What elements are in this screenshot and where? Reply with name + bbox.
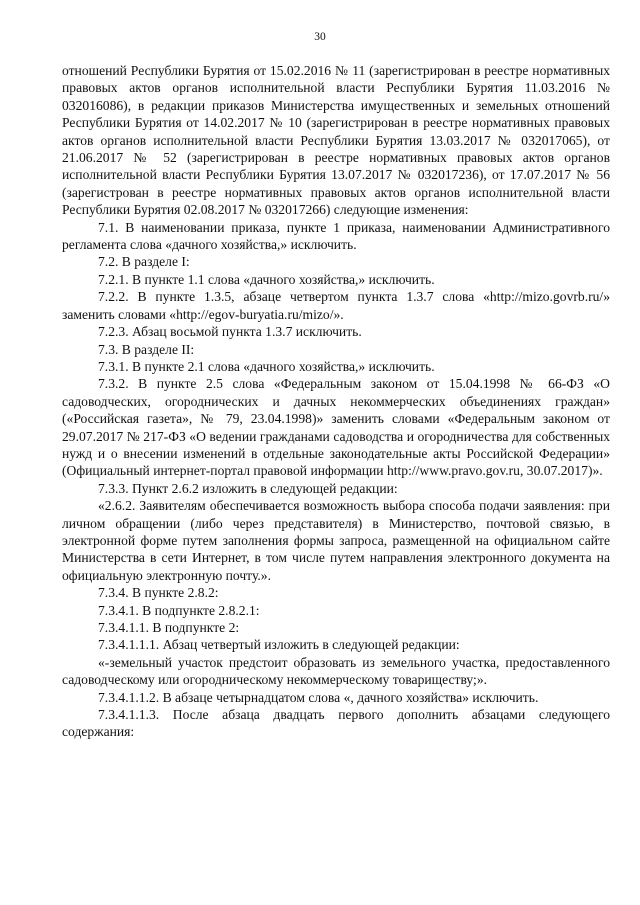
paragraph-7-3-4-1: 7.3.4.1. В подпункте 2.8.2.1: bbox=[98, 602, 260, 618]
paragraph-7-1: 7.1. В наименовании приказа, пункте 1 приказа, наименовании Административного регламента слова «дачного хозяйства,» исключить. bbox=[62, 219, 610, 253]
paragraph-7-2-3: 7.2.3. Абзац восьмой пункта 1.3.7 исключить. bbox=[98, 324, 362, 340]
paragraph-7-3: 7.3. В разделе II: bbox=[98, 341, 195, 357]
page-number: 30 bbox=[314, 31, 326, 43]
paragraph-2-6-2-quote: «2.6.2. Заявителям обеспечивается возможность выбора способа подачи заявления: при личном обращении (либо через представителя) в Министерство, почтовой связью, в электронной форме путем заполнения формы запроса, размещенной на официальном сайте Министерства в сети Интернет, в том числе путем направления электронного документа на официальную электронную почту.». bbox=[62, 498, 610, 583]
paragraph-7-3-4: 7.3.4. В пункте 2.8.2: bbox=[98, 585, 219, 601]
document-body bbox=[62, 62, 610, 741]
paragraph-land-plot-quote: «-земельный участок предстоит образовать из земельного участка, предоставленного садоводческому или огородническому некоммерческому товариществу;». bbox=[62, 654, 610, 688]
paragraph-7-3-1: 7.3.1. В пункте 2.1 слова «дачного хозяйства,» исключить. bbox=[98, 358, 435, 374]
paragraph-7-3-4-1-1-3: 7.3.4.1.1.3. После абзаца двадцать первого дополнить абзацами следующего содержания: bbox=[62, 707, 610, 740]
paragraph-7-3-4-1-1-1: 7.3.4.1.1.1. Абзац четвертый изложить в следующей редакции: bbox=[98, 637, 460, 653]
paragraph-intro: отношений Республики Бурятия от 15.02.2016 № 11 (зарегистрирован в реестре нормативных правовых актов органов исполнительной власти Республики Бурятия 11.03.2016 № 032016086), в редакции приказов Министерства имущественных и земельных отношений Республики Бурятия от 14.02.2017 № 10 (зарегистрирован в реестре нормативных правовых актов органов исполнительной власти Республики Бурятия 13.03.2017 № 032017065), от 21.06.2017 № 52 (зарегистрирован в реестре нормативных правовых актов органов исполнительной власти Республики Бурятия 13.07.2017 № 032017236), от 17.07.2017 № 56 (зарегистрован в реестре нормативных правовых актов органов исполнительной власти Республики Бурятия 02.08.2017 № 032017266) следующие изменения: bbox=[62, 63, 610, 218]
paragraph-7-3-3: 7.3.3. Пункт 2.6.2 изложить в следующей редакции: bbox=[98, 480, 398, 496]
paragraph-7-2-1: 7.2.1. В пункте 1.1 слова «дачного хозяйства,» исключить. bbox=[98, 271, 435, 287]
paragraph-7-3-2: 7.3.2. В пункте 2.5 слова «Федеральным законом от 15.04.1998 № 66-ФЗ «О садоводческих, огороднических и дачных некоммерческих объединениях граждан» («Российская газета», № 79, 23.04.1998)» заменить словами «Федеральным законом от 29.07.2017 № 217-ФЗ «О ведении гражданами садоводства и огородничества для собственных нужд и о внесении изменений в отдельные законодательные акты Российской Федерации» (Официальный интернет-портал правовой информации http://www.pravo.gov.ru, 30.07.2017)». bbox=[62, 376, 610, 479]
paragraph-7-3-4-1-1-2: 7.3.4.1.1.2. В абзаце четырнадцатом слова «, дачного хозяйства» исключить. bbox=[98, 689, 539, 705]
paragraph-7-3-4-1-1: 7.3.4.1.1. В подпункте 2: bbox=[98, 620, 240, 635]
paragraph-7-2: 7.2. В разделе I: bbox=[98, 254, 190, 270]
paragraph-7-2-2: 7.2.2. В пункте 1.3.5, абзаце четвертом пункта 1.3.7 слова «http://mizo.govrb.ru/» заменить словами «http://egov-buryatia.ru/mizo/». bbox=[62, 289, 610, 322]
